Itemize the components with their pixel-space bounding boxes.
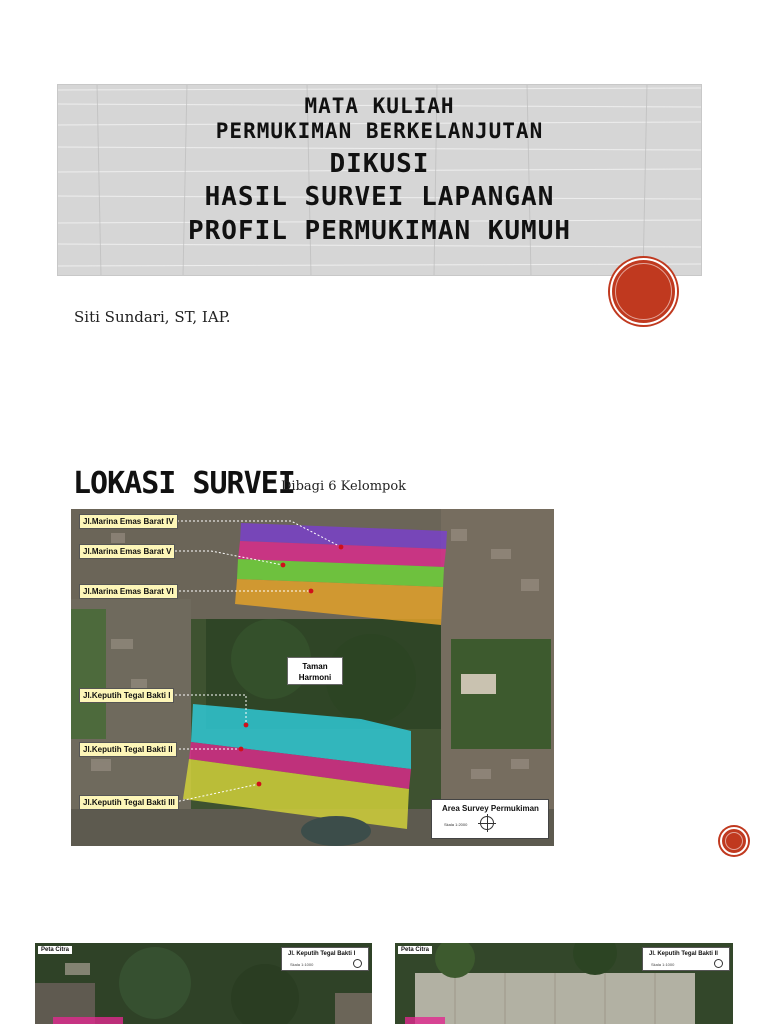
compass-rose-icon [714,959,723,968]
subtitle-line-2: PROFIL PERMUKIMAN KUMUH [187,216,572,246]
survey-area-map [71,509,554,846]
compass-rose-icon [353,959,362,968]
landmark-name-line-2: Harmoni [298,673,332,682]
subtitle-line-1: HASIL SURVEI LAPANGAN [204,182,555,212]
thumbnail-scale: Skala 1:1000 [290,962,314,967]
street-label: Jl.Keputih Tegal Bakti III [79,795,179,810]
street-map-thumbnail [395,943,733,1024]
thumbnail-legend [642,947,730,971]
street-label: Jl.Marina Emas Barat VI [79,584,178,599]
map-type-tag: Peta Citra [38,946,72,954]
map-type-tag: Peta Citra [398,946,432,954]
slide-title: LOKASI SURVEI [73,466,295,501]
street-map-thumbnail [35,943,372,1024]
title-banner [57,84,702,276]
author-name: Siti Sundari, ST, IAP. [74,308,231,326]
legend-title: Area Survey Permukiman [442,804,539,813]
street-label: Jl.Keputih Tegal Bakti II [79,742,177,757]
legend-scale: Skala 1:2000 [444,822,468,827]
map-legend [431,799,549,839]
course-label: MATA KULIAH [304,94,455,118]
course-name: PERMUKIMAN BERKELANJUTAN [215,119,544,143]
landmark-name-line-1: Taman [302,662,328,671]
street-label: Jl.Keputih Tegal Bakti I [79,688,174,703]
decorative-circle-icon [720,827,748,855]
street-label: Jl.Marina Emas Barat V [79,544,175,559]
thumbnail-title: Jl. Keputih Tegal Bakti II [649,951,718,957]
thumbnail-scale: Skala 1:1000 [651,962,675,967]
decorative-circle-icon [610,258,677,325]
compass-rose-icon [480,816,494,830]
street-label: Jl.Marina Emas Barat IV [79,514,178,529]
thumbnail-title: Jl. Keputih Tegal Bakti I [288,951,356,957]
thumbnail-legend [281,947,369,971]
landmark-label [287,657,343,685]
slide-subtitle: Dibagi 6 Kelompok [281,479,407,494]
topic-heading: DIKUSI [329,149,430,179]
